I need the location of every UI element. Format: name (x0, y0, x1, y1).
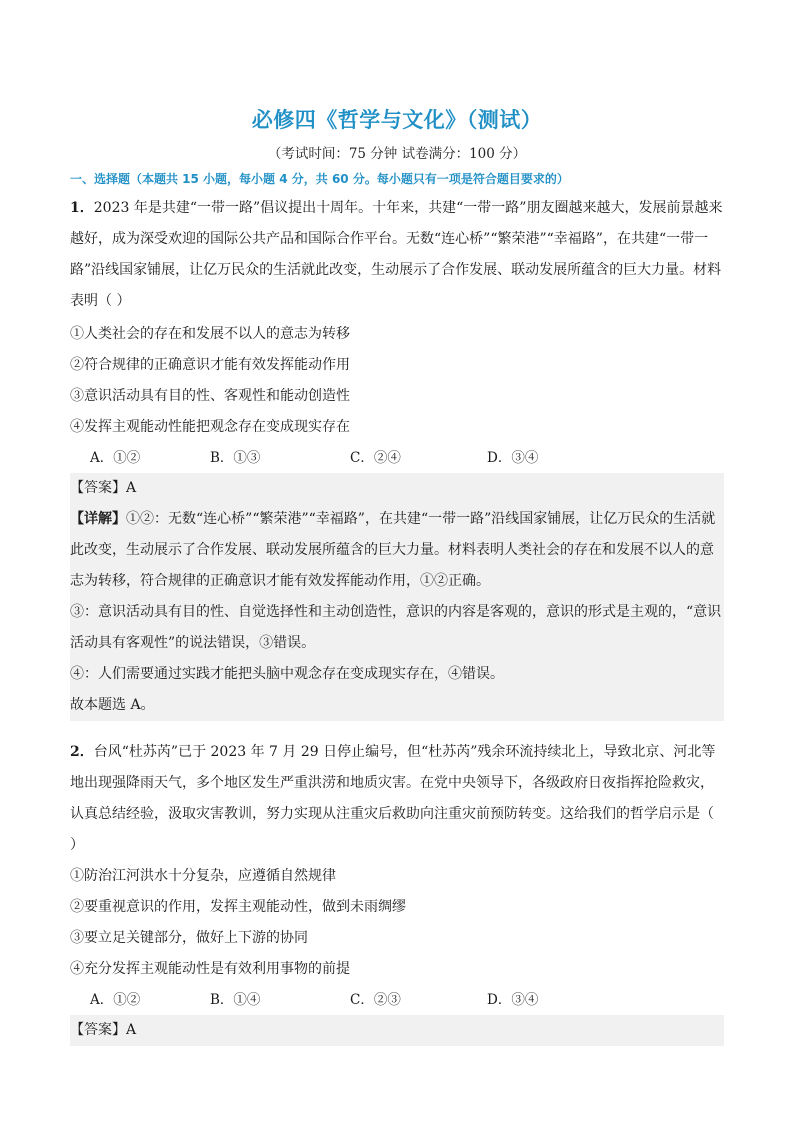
statement-2: ②符合规律的正确意识才能有效发挥能动作用 (70, 357, 350, 373)
choice-d[interactable]: D．③④ (487, 450, 539, 466)
answer-block (70, 1015, 724, 1046)
analysis-para-2: ③：意识活动具有目的性、自觉选择性和主动创造性，意识的内容是客观的，意识的形式是主观的，“意识活动具有客观性”的说法错误，③错误。 (70, 604, 722, 651)
statement-3: ③要立足关键部分，做好上下游的协同 (70, 930, 308, 946)
choice-a[interactable]: A．①② (90, 450, 141, 466)
analysis-text: ①②：无数“连心桥”“繁荣港”“幸福路”，在共建“一带一路”沿线国家铺展，让亿万民众的生活就此改变，生动展示了合作发展、联动发展所蕴含的巨大力量。材料表明人类社会的存在和发展不以人的意志为转移，符合规律的正确意识才能有效发挥能动作用，①②正确。 (70, 511, 716, 589)
answer-block (70, 473, 724, 721)
choice-c[interactable]: C．②④ (350, 450, 401, 466)
answer-choices (70, 985, 724, 1015)
answer-choices (70, 443, 724, 473)
question-text: 2023 年是共建“一带一路”倡议提出十周年。十年来，共建“一带一路”朋友圈越来越大，发展前景越来越好，成为深受欢迎的国际公共产品和国际合作平台。无数“连心桥”“繁荣港”“幸福路”，在共建“一带一路”沿线国家铺展，让亿万民众的生活就此改变，生动展示了合作发展、联动发展所蕴含的巨大力量。材料表明（ ） (70, 200, 723, 309)
page-title: 必修四《哲学与文化》（测试） (251, 108, 543, 132)
question-text: 台风“杜苏芮”已于 2023 年 7 月 29 日停止编号，但“杜苏芮”残余环流持续北上，导致北京、河北等地出现强降雨天气，多个地区发生严重洪涝和地质灾害。在党中央领导下，各级政府日夜指挥抢险救灾，认真总结经验，汲取灾害教训，努力实现从注重灾后救助向注重灾前预防转变。这给我们的哲学启示是（ ） (70, 744, 716, 853)
analysis-para-3: ④：人们需要通过实践才能把头脑中观念存在变成现实存在，④错误。 (70, 666, 504, 682)
statement-4: ④充分发挥主观能动性是有效利用事物的前提 (70, 961, 350, 977)
question-number: 2． (70, 744, 94, 760)
section-heading: 一、选择题（本题共 15 小题，每小题 4 分，共 60 分。每小题只有一项是符合题目要求的） (70, 172, 569, 186)
choice-d[interactable]: D．③④ (487, 992, 539, 1008)
statement-3: ③意识活动具有目的性、客观性和能动创造性 (70, 388, 350, 404)
analysis-label: 【详解】 (70, 511, 126, 527)
statement-1: ①防治江河洪水十分复杂，应遵循自然规律 (70, 868, 336, 884)
question-stem (70, 737, 724, 861)
analysis-para-1 (70, 504, 724, 597)
choice-c[interactable]: C．②③ (350, 992, 401, 1008)
answer: 【答案】A (70, 480, 137, 496)
analysis-conclusion: 故本题选 A。 (70, 697, 155, 713)
choice-b[interactable]: B．①③ (210, 450, 261, 466)
statement-1: ①人类社会的存在和发展不以人的意志为转移 (70, 326, 350, 342)
exam-info: （考试时间：75 分钟 试卷满分：100 分） (267, 146, 527, 162)
question-number: 1． (70, 200, 94, 216)
statement-4: ④发挥主观能动性能把观念存在变成现实存在 (70, 419, 350, 435)
statement-2: ②要重视意识的作用，发挥主观能动性，做到未雨绸缪 (70, 899, 406, 915)
answer: 【答案】A (70, 1022, 137, 1038)
question-stem (70, 193, 724, 317)
question-1 (70, 193, 724, 721)
question-2 (70, 737, 724, 1046)
choice-a[interactable]: A．①② (90, 992, 141, 1008)
choice-b[interactable]: B．①④ (210, 992, 261, 1008)
